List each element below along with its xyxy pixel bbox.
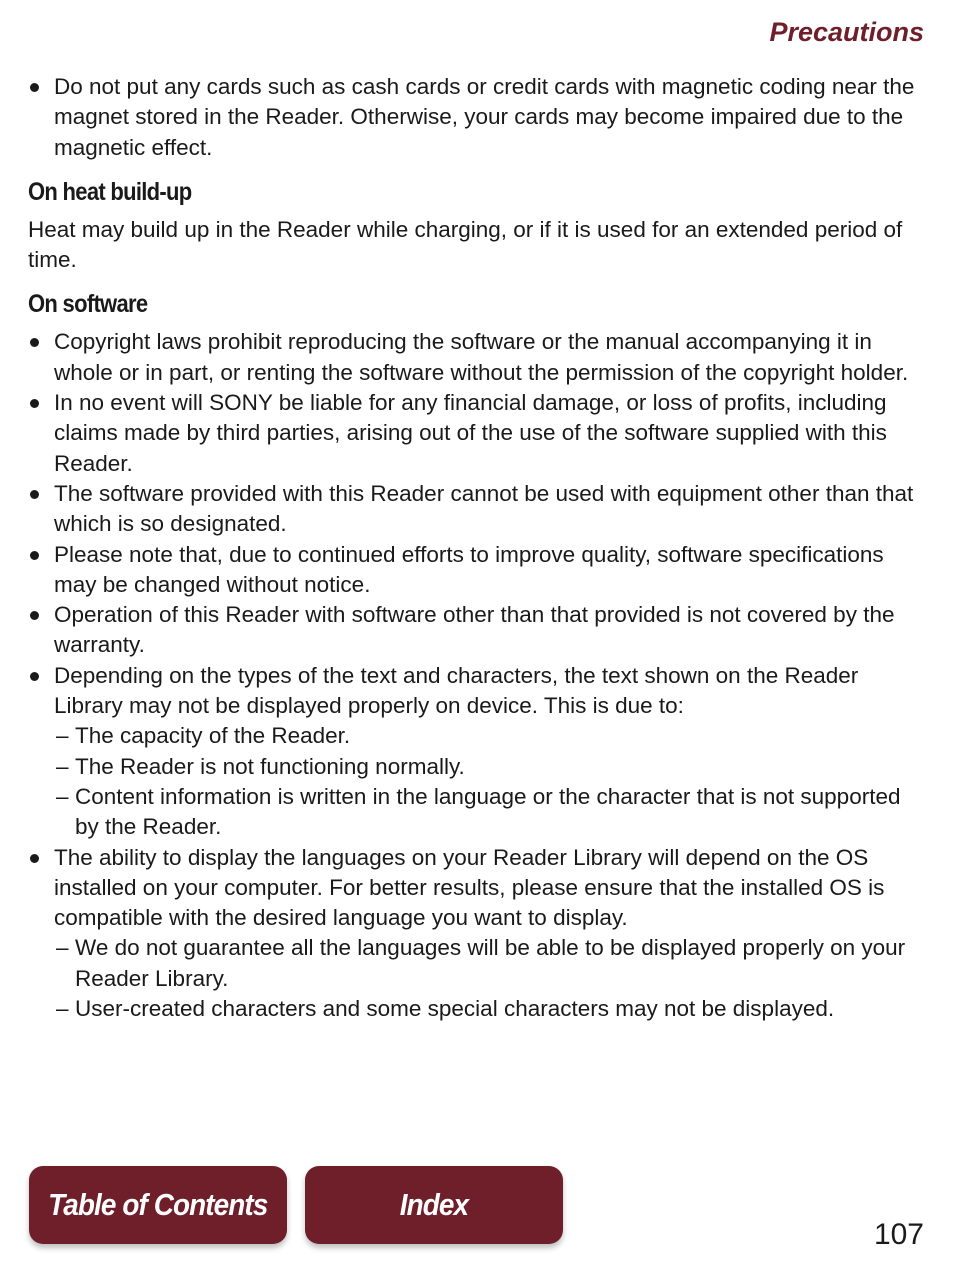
bullet-text: Copyright laws prohibit reproducing the software or the manual accompanying it in whole or in part, or renting the software without the permission of the copyright holder. xyxy=(54,329,909,385)
list-item xyxy=(28,661,928,722)
sub-list-item xyxy=(28,933,928,994)
bullet-icon xyxy=(30,83,39,92)
bullet-text: The software provided with this Reader cannot be used with equipment other than that which is so designated. xyxy=(54,480,914,537)
list-item xyxy=(28,540,928,601)
heat-heading: On heat build-up xyxy=(28,177,192,206)
bullet-text: In no event will SONY be liable for any financial damage, or loss of profits, including claims made by third parties, arising out of the use of the software supplied with this Reader. xyxy=(54,390,887,476)
bullet-text: Do not put any cards such as cash cards or credit cards with magnetic coding near the magnet stored in the Reader. Otherwise, your cards may become impaired due to the magnetic effect. xyxy=(54,74,915,160)
bullet-icon xyxy=(30,551,39,560)
bullet-icon xyxy=(30,399,39,408)
list-item xyxy=(28,843,928,934)
bullet-text: Please note that, due to continued efforts to improve quality, software specifications may be changed without notice. xyxy=(54,541,884,597)
bullet-icon xyxy=(30,611,39,620)
sub-list-item xyxy=(28,782,928,843)
dash-icon: – xyxy=(56,935,69,961)
sub-bullet-text: Content information is written in the language or the character that is not supported by the Reader. xyxy=(75,783,901,840)
dash-icon: – xyxy=(56,723,69,749)
list-item xyxy=(28,327,928,388)
sub-list-item xyxy=(28,752,928,782)
sub-bullet-text: User-created characters and some special characters may not be displayed. xyxy=(75,996,835,1022)
sub-bullet-text: We do not guarantee all the languages will be able to be displayed properly on your Reader Library. xyxy=(75,935,906,991)
sub-list-item xyxy=(28,994,928,1024)
bullet-icon xyxy=(30,672,39,681)
sub-bullet-text: The capacity of the Reader. xyxy=(75,723,351,749)
index-label: Index xyxy=(399,1187,469,1222)
bullet-text: The ability to display the languages on your Reader Library will depend on the OS installed on your computer. For better results, please ensure that the installed OS is compatible with the desired language you want to display. xyxy=(54,844,885,931)
bullet-text: Depending on the types of the text and characters, the text shown on the Reader Library may not be displayed properly on device. This is due to: xyxy=(54,662,859,719)
sub-bullet-text: The Reader is not functioning normally. xyxy=(75,753,465,779)
list-item xyxy=(28,72,928,163)
table-of-contents-button[interactable] xyxy=(29,1166,287,1244)
sub-list-item xyxy=(28,721,928,751)
dash-icon: – xyxy=(56,753,69,779)
heat-text: Heat may build up in the Reader while charging, or if it is used for an extended period of time. xyxy=(28,216,903,273)
bullet-icon xyxy=(30,338,39,347)
dash-icon: – xyxy=(56,996,69,1022)
software-heading: On software xyxy=(28,290,148,319)
list-item xyxy=(28,479,928,540)
page-number: 107 xyxy=(873,1218,924,1251)
table-of-contents-label: Table of Contents xyxy=(48,1187,268,1222)
dash-icon: – xyxy=(56,783,69,809)
section-title: Precautions xyxy=(769,17,924,47)
index-button[interactable] xyxy=(305,1166,563,1244)
bullet-icon xyxy=(30,854,39,863)
list-item xyxy=(28,600,928,661)
page-content xyxy=(28,72,928,1024)
list-item xyxy=(28,388,928,479)
bullet-text: Operation of this Reader with software other than that provided is not covered by the warranty. xyxy=(54,602,895,658)
bullet-icon xyxy=(30,490,39,499)
